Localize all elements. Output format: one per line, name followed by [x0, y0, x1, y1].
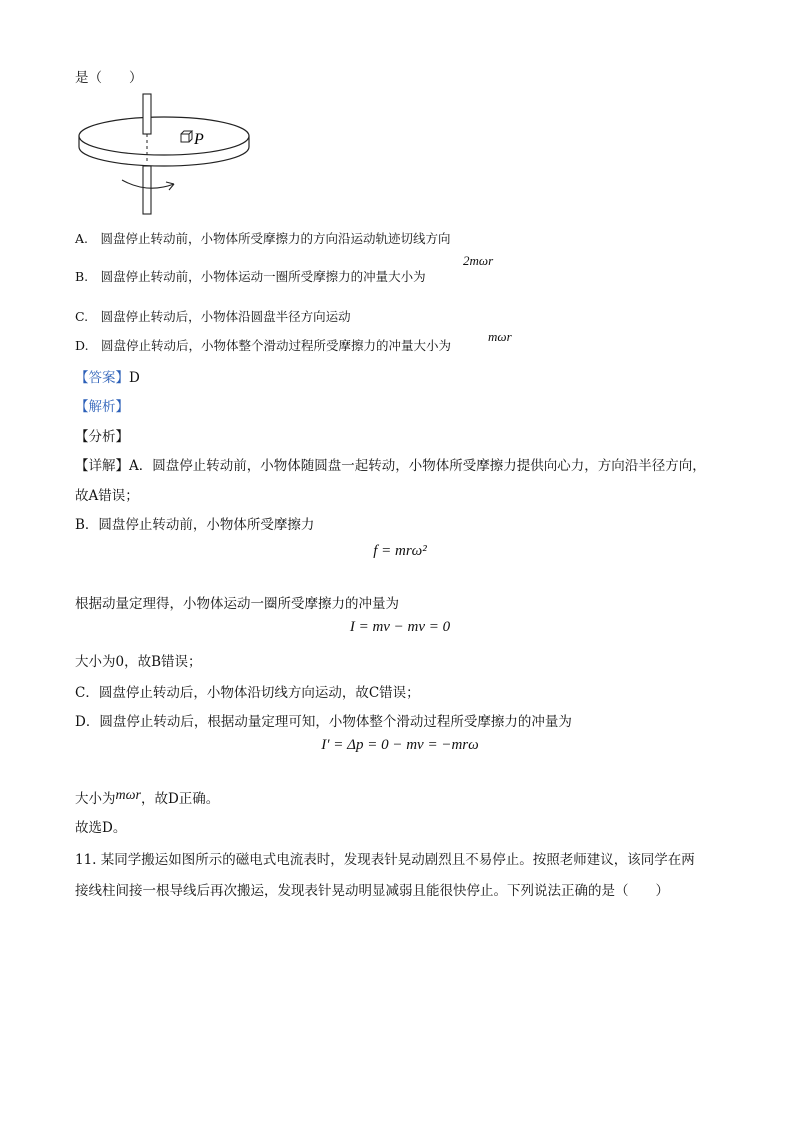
option-c: C. 圆盘停止转动后，小物体沿圆盘半径方向运动 [75, 309, 351, 324]
detail-d-conclusion [75, 787, 219, 808]
option-d-math: mωr [488, 329, 512, 344]
question-11-line-2: 接线柱间接一根导线后再次搬运，发现表针晃动明显减弱且能很快停止。下列说法正确的是（ ） [75, 883, 669, 899]
answer-line [75, 366, 140, 386]
option-b-math: 2mωr [463, 253, 494, 268]
d-conclusion-math: mωr [115, 788, 141, 803]
detail-line-2: 故A错误； [75, 488, 139, 504]
rotating-disk-figure [74, 92, 254, 218]
fenxi-tag: 【分析】 [75, 429, 129, 445]
detail-tag: 【详解】 [75, 458, 129, 474]
answer-tag: 【答案】 [75, 370, 129, 386]
d-conclusion-pre: 大小为 [75, 791, 116, 807]
equation-impulse: I = mv − mv = 0 [349, 619, 451, 635]
option-a: A. 圆盘停止转动前，小物体所受摩擦力的方向沿运动轨迹切线方向 [75, 231, 451, 246]
detail-a-text: A．圆盘停止转动前，小物体随圆盘一起转动，小物体所受摩擦力提供向心力，方向沿半径方向， [129, 458, 706, 474]
point-p-label: P [194, 131, 204, 148]
detail-b-momentum: 根据动量定理得，小物体运动一圈所受摩擦力的冲量为 [75, 596, 399, 612]
final-choice: 故选D。 [75, 820, 127, 836]
detail-b-line: B．圆盘停止转动前，小物体所受摩擦力 [75, 517, 315, 533]
detail-b-conclusion: 大小为0，故B错误； [75, 654, 202, 670]
d-conclusion-post: ，故D正确。 [140, 791, 220, 807]
detail-c-line: C．圆盘停止转动后，小物体沿切线方向运动，故C错误； [75, 685, 420, 701]
detail-line-1 [75, 454, 706, 474]
detail-d-line: D．圆盘停止转动后，根据动量定理可知，小物体整个滑动过程所受摩擦力的冲量为 [75, 714, 572, 730]
question-lead: 是（ ） [75, 70, 143, 86]
equation-friction: f = mrω² [373, 543, 427, 559]
option-d: D. 圆盘停止转动后，小物体整个滑动过程所受摩擦力的冲量大小为 [75, 338, 452, 353]
analysis-tag: 【解析】 [75, 399, 129, 415]
equation-impulse-after: I′ = Δp = 0 − mv = −mrω [321, 737, 479, 753]
question-11-line-1: 11. 某同学搬运如图所示的磁电式电流表时，发现表针晃动剧烈且不易停止。按照老师建议，该同学在两 [75, 852, 695, 868]
answer-value: D [129, 370, 140, 386]
option-b: B. 圆盘停止转动前，小物体运动一圈所受摩擦力的冲量大小为 [75, 269, 426, 284]
